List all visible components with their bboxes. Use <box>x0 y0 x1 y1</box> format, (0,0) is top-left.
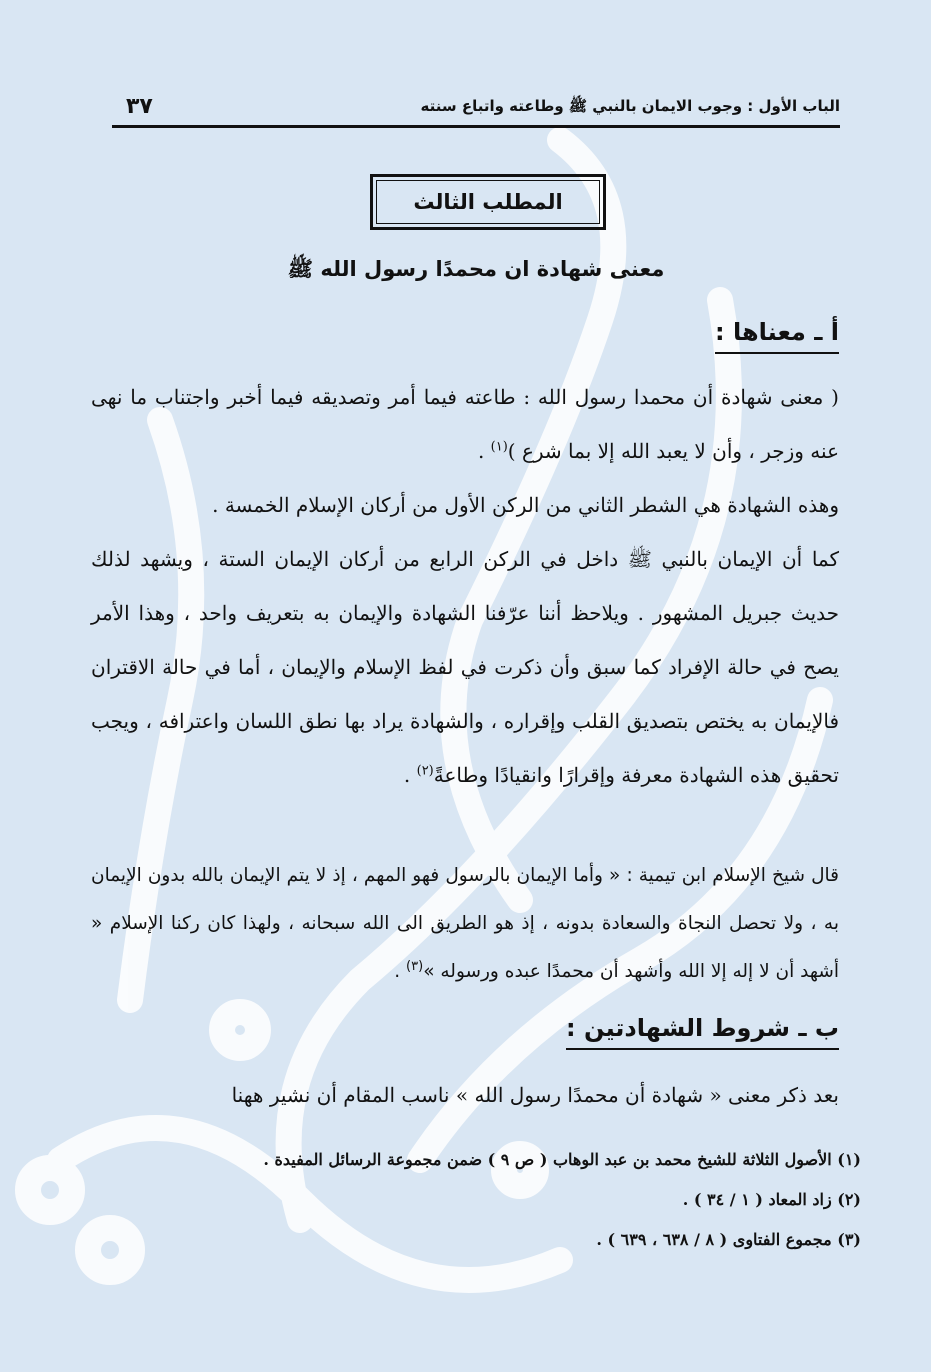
chapter-title: معنى شهادة ان محمدًا رسول الله ﷺ <box>287 257 665 281</box>
footnote-1: (١) الأصول الثلاثة للشيخ محمد بن عبد الوهاب ( ص ٩ ) ضمن مجموعة الرسائل المفيدة . <box>263 1150 861 1169</box>
subheading-conditions: ب ـ شروط الشهادتين : <box>566 1014 839 1050</box>
section-title-box <box>370 174 606 230</box>
trailing-dot: . <box>394 961 407 982</box>
trailing-dot: . <box>477 439 491 463</box>
paragraph-text: وهذه الشهادة هي الشطر الثاني من الركن الأول من أركان الإسلام الخمسة . <box>212 493 839 517</box>
subheading-meaning: أ ـ معناها : <box>715 318 839 354</box>
paragraph-text: كما أن الإيمان بالنبي ﷺ داخل في الركن الرابع من أركان الإيمان الستة ، ويشهد لذلك حديث جبريل المشهور . ويلاحظ أننا عرّفنا الشهادة والإيمان به بتعريف واحد ، وهذا الأمر يصح في حالة الإفراد كما سبق وأن ذكرت في لفظ الإسلام والإيمان ، أما في حالة الاقتران فالإيمان به يختص بتصديق القلب وإقراره ، والشهادة يراد بها نطق اللسان واعترافه ، ويجب تحقيق هذه الشهادة معرفة وإقرارًا وانقيادًا وطاعةً <box>91 547 839 787</box>
paragraph-pillar <box>91 478 839 532</box>
paragraph-definition <box>91 370 839 478</box>
paragraph-text: قال شيخ الإسلام ابن تيمية : « وأما الإيمان بالرسول فهو المهم ، إذ لا يتم الإيمان بالله بدون الإيمان به ، ولا تحصل النجاة والسعادة بدونه ، إذ هو الطريق الى الله سبحانه ، ولهذا كان ركنا الإسلام « أشهد أن لا إله إلا الله وأشهد أن محمدًا عبده ورسوله » <box>91 865 839 982</box>
paragraph-text: بعد ذكر معنى « شهادة أن محمدًا رسول الله » ناسب المقام أن نشير ههنا <box>231 1083 839 1107</box>
footnote-3: (٣) مجموع الفتاوى ( ٨ / ٦٣٨ ، ٦٣٩ ) . <box>596 1230 861 1249</box>
paragraph-text: ( معنى شهادة أن محمدا رسول الله : طاعته فيما أمر وتصديقه فيما أخبر واجتناب ما نهى عنه وزجر ، وأن لا يعبد الله إلا بما شرع ) <box>91 385 839 463</box>
footnote-ref: (٣) <box>406 958 424 974</box>
page-number: ٣٧ <box>126 94 153 119</box>
footnote-ref: (٢) <box>416 763 434 779</box>
running-title: الباب الأول : وجوب الايمان بالنبي ﷺ وطاعته واتباع سنته <box>420 97 840 115</box>
footnote-ref: (١) <box>490 439 508 455</box>
running-header <box>112 92 840 128</box>
section-box-title: المطلب الثالث <box>376 180 600 224</box>
paragraph-ibn-taymiyyah-quote <box>91 852 839 996</box>
footnote-2: (٢) زاد المعاد ( ١ / ٣٤ ) . <box>682 1190 861 1209</box>
footnotes <box>91 1140 861 1260</box>
trailing-dot: . <box>403 763 417 787</box>
paragraph-faith <box>91 532 839 802</box>
paragraph-conditions-intro <box>91 1068 839 1122</box>
